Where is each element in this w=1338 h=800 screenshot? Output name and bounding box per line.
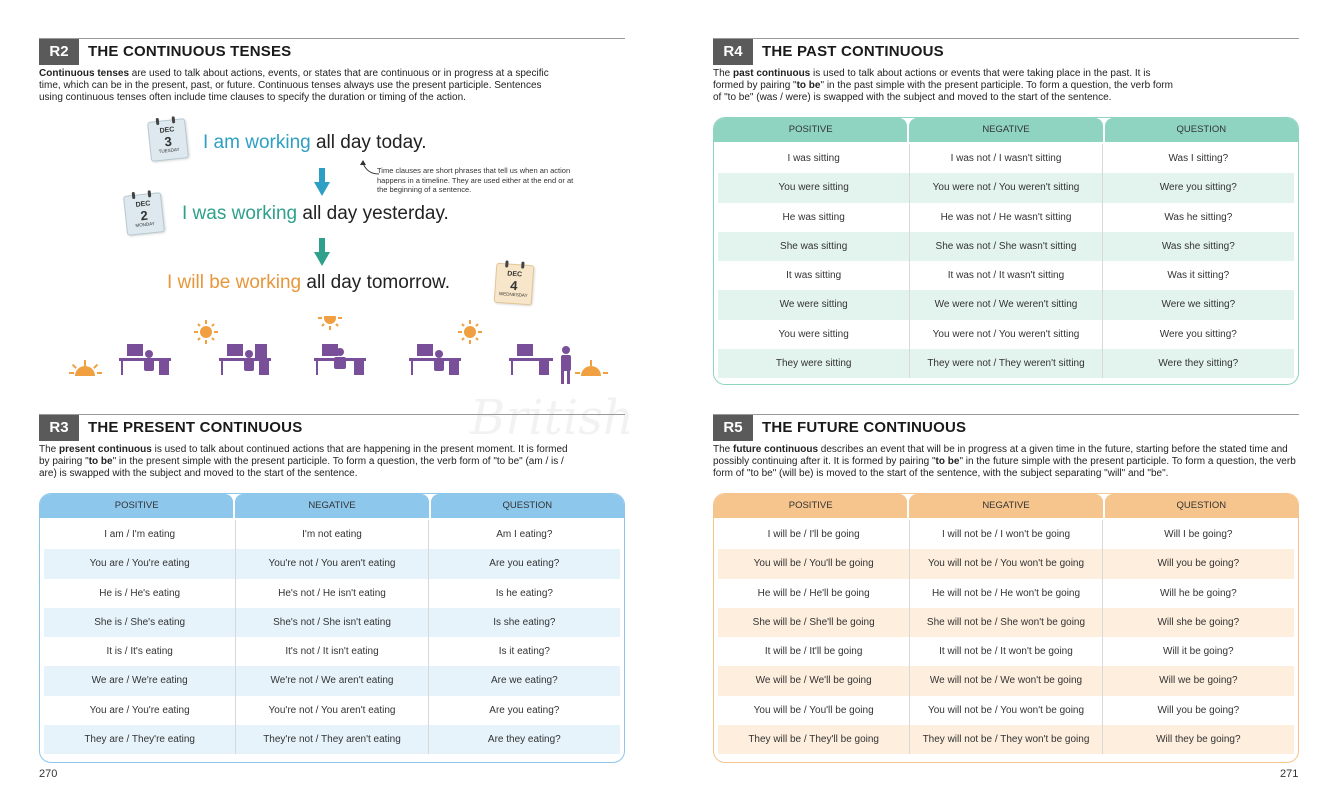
table-row	[44, 520, 620, 549]
example-rest: all day tomorrow.	[301, 272, 451, 293]
time-clause-note: Time clauses are short phrases that tell us when an action happens in a timeline. They are used either at the end or at the beginning of a sentence.	[377, 166, 574, 194]
column-header: NEGATIVE	[909, 118, 1102, 142]
table-row	[718, 290, 1294, 319]
table-cell: She was sitting	[718, 232, 910, 261]
table-cell: Are you eating?	[489, 558, 560, 570]
section-title: THE FUTURE CONTINUOUS	[762, 419, 967, 436]
table-cell: Are we eating?	[490, 675, 558, 687]
example-future	[167, 272, 450, 294]
intro-text: " in the future simple with the present participle. To form a question, the verb form of "to be" (will be) is moved to the start of the sentence, with the subject separating "will" and "be".	[713, 456, 1296, 479]
table-header	[714, 494, 1298, 518]
table-cell: Will I be going?	[1164, 529, 1233, 540]
intro-bold: Continuous tenses	[39, 68, 130, 79]
table-cell: You were not / You weren't sitting	[910, 320, 1102, 349]
column-header: QUESTION	[1105, 494, 1298, 518]
section-code: R5	[713, 415, 753, 441]
example-verb: I will be working	[167, 272, 302, 293]
example-verb: I was working	[182, 203, 298, 224]
section-r2	[39, 38, 625, 400]
section-header	[39, 38, 625, 65]
section-header	[39, 414, 625, 441]
column-header: POSITIVE	[714, 494, 907, 518]
past-continuous-table	[713, 117, 1299, 385]
intro-text: is used to talk about actions or events that were taking place in the past. It is formed by pairing "	[713, 68, 1151, 91]
table-cell: It is / It's eating	[44, 637, 236, 666]
intro-bold: past continuous	[733, 68, 811, 79]
table-cell: Is it eating?	[498, 646, 550, 658]
column-header: POSITIVE	[40, 494, 233, 518]
table-cell: Will it be going?	[1163, 646, 1234, 658]
table-row	[718, 725, 1294, 754]
table-row	[44, 608, 620, 637]
table-row	[718, 520, 1294, 549]
section-code: R3	[39, 415, 79, 441]
table-cell: Were they sitting?	[1158, 358, 1239, 370]
table-cell: I will not be / I won't be going	[910, 520, 1102, 549]
table-cell: I'm not eating	[236, 520, 428, 549]
section-intro	[713, 444, 1299, 480]
table-row	[44, 725, 620, 754]
table-cell: She's not / She isn't eating	[236, 608, 428, 637]
section-header	[713, 414, 1299, 441]
intro-bold: future continuous	[733, 444, 819, 455]
table-cell: She will not be / She won't be going	[910, 608, 1102, 637]
table-cell: He's not / He isn't eating	[236, 579, 428, 608]
table-cell: We are / We're eating	[44, 666, 236, 695]
table-cell: Is he eating?	[495, 587, 553, 599]
table-cell: She will be / She'll be going	[718, 608, 910, 637]
table-row	[44, 696, 620, 725]
table-cell: They will not be / They won't be going	[910, 725, 1102, 754]
table-cell: I was sitting	[718, 144, 910, 173]
table-cell: He will not be / He won't be going	[910, 579, 1102, 608]
calendar-weekday: TUESDAY	[158, 146, 180, 155]
present-continuous-table	[39, 493, 625, 763]
calendar-icon	[494, 263, 535, 306]
intro-bold: to be	[935, 456, 960, 467]
table-cell: Was she sitting?	[1161, 240, 1235, 252]
calendar-icon	[147, 118, 189, 162]
table-cell: Are they eating?	[487, 734, 561, 746]
office-scene-illustration	[69, 316, 609, 386]
arrow-down-icon	[314, 238, 330, 266]
table-cell: They were sitting	[718, 349, 910, 378]
intro-text: The	[713, 444, 734, 455]
table-cell: I will be / I'll be going	[718, 520, 910, 549]
table-row	[718, 349, 1294, 378]
table-cell: Am I eating?	[496, 529, 553, 540]
table-row	[718, 203, 1294, 232]
page-number-left: 270	[39, 768, 58, 780]
table-cell: We're not / We aren't eating	[236, 666, 428, 695]
calendar-weekday: MONDAY	[135, 220, 156, 228]
table-cell: You were not / You weren't sitting	[910, 173, 1102, 202]
calendar-day: 2	[139, 207, 149, 224]
intro-bold: to be	[796, 80, 821, 91]
table-cell: Will they be going?	[1156, 734, 1241, 746]
column-header: QUESTION	[1105, 118, 1298, 142]
table-row	[718, 579, 1294, 608]
table-cell: You are / You're eating	[44, 696, 236, 725]
table-row	[718, 232, 1294, 261]
table-cell: Will we be going?	[1159, 675, 1238, 687]
table-cell: It was not / It wasn't sitting	[910, 261, 1102, 290]
table-body	[718, 520, 1294, 754]
example-present	[203, 132, 427, 154]
table-cell: They are / They're eating	[44, 725, 236, 754]
table-cell: It will be / It'll be going	[718, 637, 910, 666]
example-verb: I am working	[203, 132, 311, 153]
section-title: THE PAST CONTINUOUS	[762, 43, 944, 60]
section-r4	[713, 38, 1299, 386]
table-cell: It will not be / It won't be going	[910, 637, 1102, 666]
table-row	[44, 666, 620, 695]
section-header	[713, 38, 1299, 65]
table-cell: You were sitting	[718, 173, 910, 202]
table-header	[714, 118, 1298, 142]
table-cell: You're not / You aren't eating	[236, 696, 428, 725]
intro-text: describes an event that will be in progress at a given time in the future, starting before the stated time and possibly continuing after it. It is formed by pairing "	[713, 444, 1288, 467]
section-title: THE CONTINUOUS TENSES	[88, 43, 292, 60]
calendar-day: 4	[509, 277, 519, 294]
section-title: THE PRESENT CONTINUOUS	[88, 419, 303, 436]
table-cell: He was not / He wasn't sitting	[910, 203, 1102, 232]
intro-text: are used to talk about actions, events, or states that are continuous or in progress at a specific time, which can be in the present, past, or future. Continuous tenses always use the present participle. Sentences using continuous tenses often include time clauses to specify the duration or timing of the action.	[39, 68, 549, 103]
future-continuous-table	[713, 493, 1299, 763]
table-header	[40, 494, 624, 518]
intro-text: " in the present simple with the present participle. To form a question, the verb form of "to be" (am / is / are) is swapped with the subject and moved to the start of the sentence.	[39, 456, 564, 479]
table-cell: Were we sitting?	[1161, 299, 1236, 311]
table-cell: Was I sitting?	[1168, 153, 1229, 164]
table-cell: We were sitting	[718, 290, 910, 319]
table-row	[718, 173, 1294, 202]
table-cell: We will not be / We won't be going	[910, 666, 1102, 695]
table-cell: They're not / They aren't eating	[236, 725, 428, 754]
table-cell: You will not be / You won't be going	[910, 549, 1102, 578]
section-intro	[713, 68, 1179, 104]
table-cell: We will be / We'll be going	[718, 666, 910, 695]
calendar-day: 3	[163, 133, 173, 150]
intro-text: The	[713, 68, 734, 79]
table-cell: They were not / They weren't sitting	[910, 349, 1102, 378]
table-cell: You were sitting	[718, 320, 910, 349]
table-cell: She was not / She wasn't sitting	[910, 232, 1102, 261]
section-code: R4	[713, 39, 753, 65]
table-cell: We were not / We weren't sitting	[910, 290, 1102, 319]
calendar-month: DEC	[135, 200, 151, 209]
calendar-icon	[123, 192, 165, 236]
arrow-down-icon	[314, 168, 330, 196]
table-cell: I was not / I wasn't sitting	[910, 144, 1102, 173]
table-cell: You're not / You aren't eating	[236, 549, 428, 578]
table-row	[718, 549, 1294, 578]
table-cell: He is / He's eating	[44, 579, 236, 608]
table-row	[718, 608, 1294, 637]
table-body	[44, 520, 620, 754]
table-row	[44, 579, 620, 608]
table-body	[718, 144, 1294, 378]
table-row	[718, 637, 1294, 666]
table-cell: Will you be going?	[1157, 558, 1240, 570]
column-header: NEGATIVE	[235, 494, 428, 518]
table-cell: You will not be / You won't be going	[910, 696, 1102, 725]
table-row	[718, 320, 1294, 349]
intro-text: is used to talk about continued actions that are happening in the present moment. It is formed by pairing "	[39, 444, 568, 467]
intro-bold: present continuous	[59, 444, 152, 455]
table-cell: You will be / You'll be going	[718, 696, 910, 725]
table-cell: It's not / It isn't eating	[236, 637, 428, 666]
table-cell: Was he sitting?	[1164, 211, 1233, 223]
table-row	[718, 144, 1294, 173]
table-cell: She is / She's eating	[44, 608, 236, 637]
section-r3	[39, 414, 625, 762]
example-past	[182, 203, 449, 225]
calendar-weekday: WEDNESDAY	[498, 290, 528, 298]
table-cell: They will be / They'll be going	[718, 725, 910, 754]
table-cell: It was sitting	[718, 261, 910, 290]
table-cell: I am / I'm eating	[44, 520, 236, 549]
calendar-month: DEC	[507, 270, 523, 279]
example-rest: all day yesterday.	[297, 203, 449, 224]
table-row	[44, 637, 620, 666]
table-cell: He will be / He'll be going	[718, 579, 910, 608]
example-rest: all day today.	[310, 132, 427, 153]
calendar-month: DEC	[159, 126, 175, 135]
table-cell: Was it sitting?	[1167, 270, 1230, 282]
table-row	[718, 696, 1294, 725]
column-header: POSITIVE	[714, 118, 907, 142]
section-intro	[39, 444, 575, 480]
table-cell: Will you be going?	[1157, 704, 1240, 716]
table-cell: Will she be going?	[1157, 616, 1240, 628]
section-r5	[713, 414, 1299, 762]
table-row	[718, 666, 1294, 695]
table-cell: Is she eating?	[493, 616, 556, 628]
intro-text: " in the past simple with the present participle. To form a question, the verb form of "to be" (was / were) is swapped with the subject and moved to the start of the sentence.	[713, 80, 1173, 103]
table-cell: Are you eating?	[489, 704, 560, 716]
table-row	[44, 549, 620, 578]
table-cell: Were you sitting?	[1159, 182, 1237, 194]
watermark: British	[470, 390, 634, 446]
intro-bold: to be	[88, 456, 113, 467]
intro-text: The	[39, 444, 60, 455]
table-cell: You will be / You'll be going	[718, 549, 910, 578]
table-row	[718, 261, 1294, 290]
table-cell: You are / You're eating	[44, 549, 236, 578]
table-cell: Will he be going?	[1159, 587, 1237, 599]
section-intro	[39, 68, 559, 104]
page-number-right: 271	[1280, 768, 1299, 780]
table-cell: He was sitting	[718, 203, 910, 232]
column-header: NEGATIVE	[909, 494, 1102, 518]
column-header: QUESTION	[431, 494, 624, 518]
table-cell: Were you sitting?	[1159, 328, 1237, 340]
section-code: R2	[39, 39, 79, 65]
